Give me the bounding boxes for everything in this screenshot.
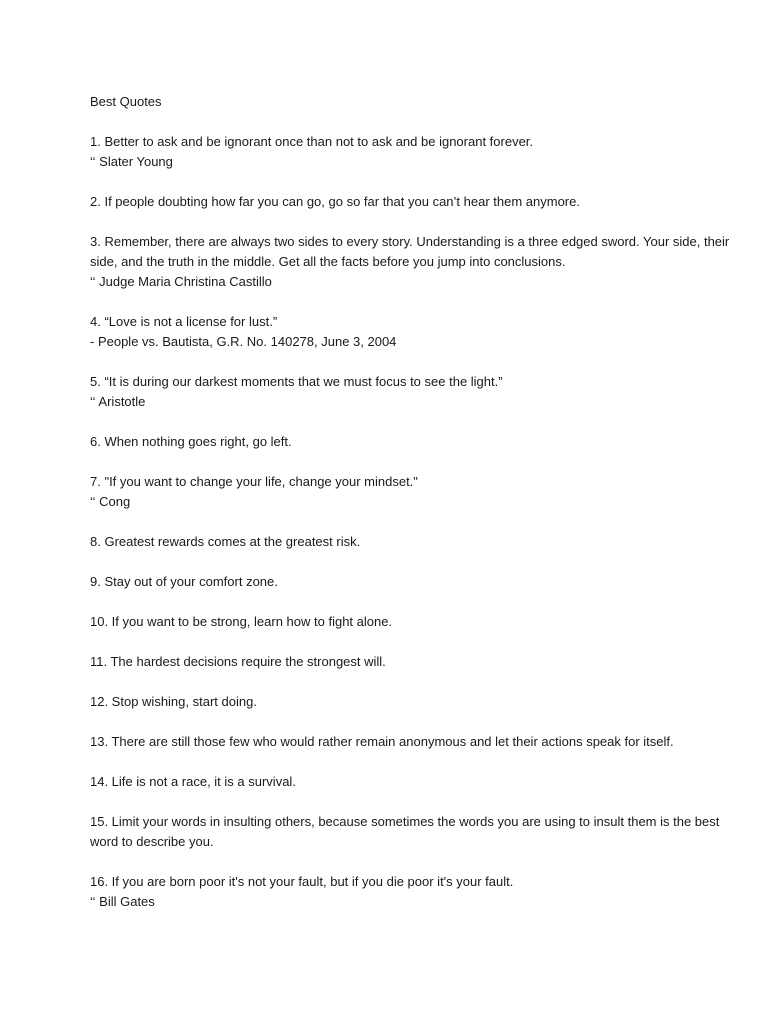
quote-item (90, 132, 730, 172)
quote-author: ‘‘ Cong (90, 494, 131, 509)
quote-text: 2. If people doubting how far you can go, go so far that you can’t hear them anymore. (90, 194, 580, 209)
quote-text: 4. “Love is not a license for lust.” (90, 314, 278, 329)
quote-text: 10. If you want to be strong, learn how to fight alone. (90, 614, 393, 629)
quote-item (90, 572, 730, 592)
quote-item (90, 612, 730, 632)
quote-text: 16. If you are born poor it's not your fault, but if you die poor it's your fault. (90, 874, 514, 889)
quote-item (90, 312, 730, 352)
quote-text: 11. The hardest decisions require the strongest will. (90, 654, 386, 669)
quote-author: ‘‘ Aristotle (90, 394, 146, 409)
quote-text: 7. "If you want to change your life, change your mindset." (90, 474, 418, 489)
quote-text: 14. Life is not a race, it is a survival. (90, 774, 296, 789)
quote-item (90, 472, 730, 512)
quote-author: - People vs. Bautista, G.R. No. 140278, June 3, 2004 (90, 334, 397, 349)
quote-text: 12. Stop wishing, start doing. (90, 694, 257, 709)
quote-item (90, 372, 730, 412)
document-page (90, 92, 730, 932)
document-title: Best Quotes (90, 94, 162, 109)
quote-text: 6. When nothing goes right, go left. (90, 434, 292, 449)
quote-item (90, 872, 730, 912)
quote-text: 9. Stay out of your comfort zone. (90, 574, 278, 589)
quote-item (90, 532, 730, 552)
quote-author: ‘‘ Slater Young (90, 154, 173, 169)
quote-item (90, 652, 730, 672)
quote-item (90, 192, 730, 212)
quote-item (90, 732, 730, 752)
quote-item (90, 772, 730, 792)
quote-item (90, 432, 730, 452)
quote-author: ‘‘ Bill Gates (90, 894, 155, 909)
quote-text: 5. “It is during our darkest moments that we must focus to see the light.” (90, 374, 503, 389)
quote-text: 8. Greatest rewards comes at the greatest risk. (90, 534, 361, 549)
quote-item (90, 812, 730, 852)
quote-text: 1. Better to ask and be ignorant once than not to ask and be ignorant forever. (90, 134, 534, 149)
quote-text: 13. There are still those few who would rather remain anonymous and let their actions speak for itself. (90, 734, 674, 749)
quote-text: 3. Remember, there are always two sides to every story. Understanding is a three edged sword. Your side, their side, and the truth in the middle. Get all the facts before you jump into conclusions. (90, 234, 730, 269)
quote-item (90, 692, 730, 712)
quote-author: ‘‘ Judge Maria Christina Castillo (90, 274, 272, 289)
quote-text: 15. Limit your words in insulting others, because sometimes the words you are using to insult them is the best word to describe you. (90, 814, 720, 849)
quote-item (90, 232, 730, 292)
